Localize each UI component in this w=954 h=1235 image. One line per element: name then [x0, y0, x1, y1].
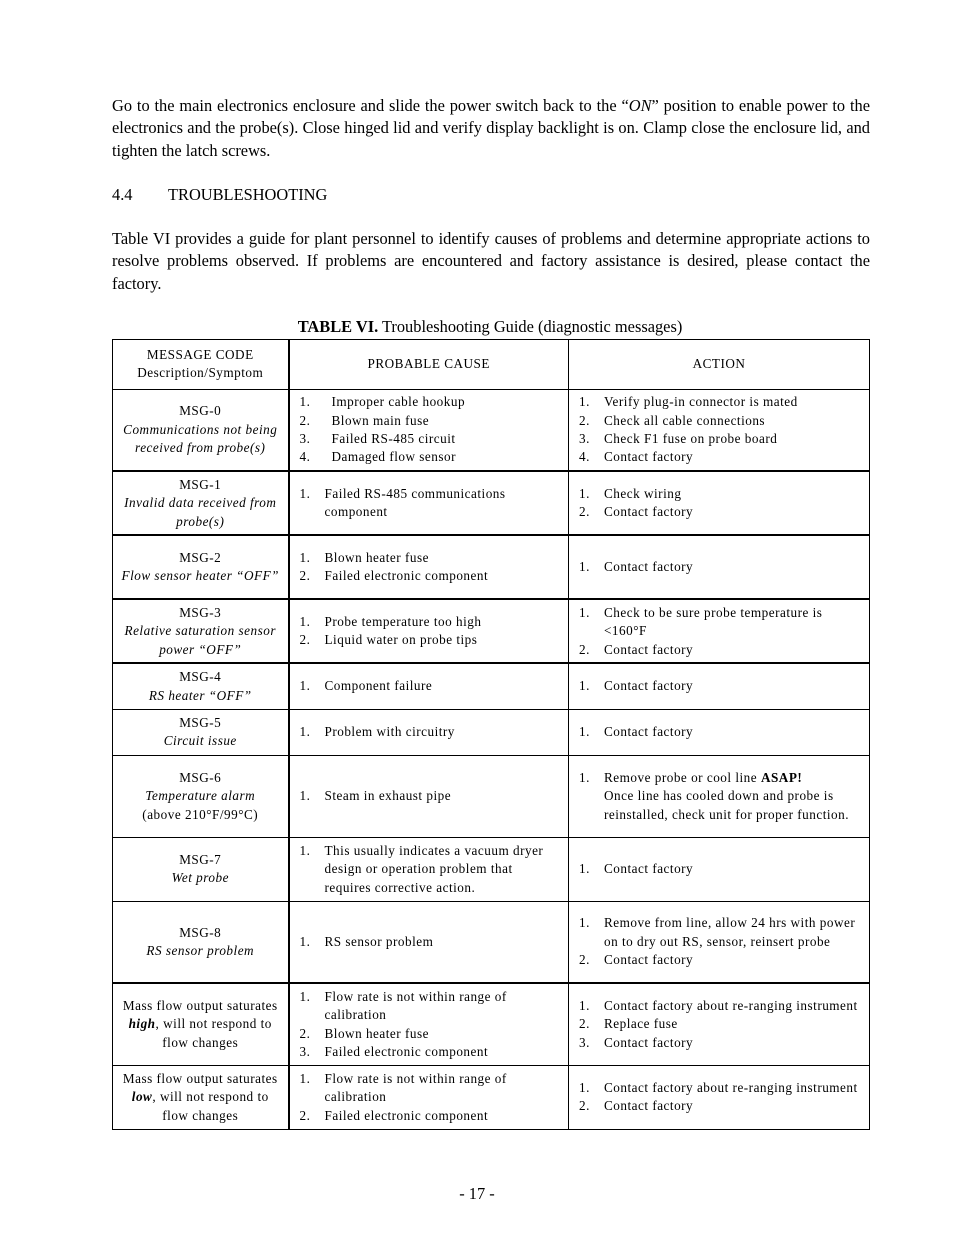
probable-cause-cell: 1. Problem with circuitry: [289, 709, 569, 755]
page-number: - 17 -: [459, 1184, 495, 1203]
probable-cause-cell: 1. Probe temperature too high 2. Liquid water on probe tips: [289, 599, 569, 663]
probable-cause-cell: 1. Improper cable hookup 2. Blown main fuse 3. Failed RS-485 circuit 4. Damaged flow sensor: [289, 389, 569, 471]
table-caption-label: TABLE VI.: [297, 317, 379, 336]
section-number: 4.4: [112, 185, 133, 204]
message-code-cell: MSG-7 Wet probe: [113, 837, 289, 901]
table-header-row: [113, 340, 870, 390]
message-code-cell: MSG-0 Communications not being received from probe(s): [113, 389, 289, 471]
action-cell: 1. Contact factory: [569, 709, 870, 755]
message-code-cell: MSG-4 RS heater “OFF”: [113, 663, 289, 709]
table-row: [113, 755, 870, 837]
section-heading: [112, 184, 327, 206]
table-row: [113, 471, 870, 535]
probable-cause-cell: 1. Component failure: [289, 663, 569, 709]
table-row: [113, 663, 870, 709]
action-cell: 1. Contact factory about re-ranging instrument 2. Contact factory: [569, 1065, 870, 1129]
header-cause: PROBABLE CAUSE: [289, 340, 569, 390]
probable-cause-cell: 1. Flow rate is not within range of calibration 2. Blown heater fuse 3. Failed electronic component: [289, 983, 569, 1065]
message-code-cell: MSG-5 Circuit issue: [113, 709, 289, 755]
action-cell: 1. Contact factory: [569, 837, 870, 901]
action-cell: 1. Check wiring 2. Contact factory: [569, 471, 870, 535]
header-action: ACTION: [569, 340, 870, 390]
table-intro-paragraph: Table VI provides a guide for plant personnel to identify causes of problems and determine appropriate actions to resolve problems observed. If problems are encountered and factory assistance is desired, please contact the factory.: [112, 229, 870, 293]
message-code-cell: Mass flow output saturates high, will not respond to flow changes: [113, 983, 289, 1065]
message-code-cell: MSG-6 Temperature alarm (above 210°F/99°C): [113, 755, 289, 837]
message-code-cell: MSG-8 RS sensor problem: [113, 901, 289, 983]
probable-cause-cell: 1. RS sensor problem: [289, 901, 569, 983]
action-cell: 1. Contact factory: [569, 663, 870, 709]
message-code-cell: MSG-1 Invalid data received from probe(s): [113, 471, 289, 535]
message-code-cell: MSG-2 Flow sensor heater “OFF”: [113, 535, 289, 599]
table-row: [113, 389, 870, 471]
action-cell: 1. Check to be sure probe temperature is <160°F 2. Contact factory: [569, 599, 870, 663]
table-row: [113, 535, 870, 599]
table-row: [113, 709, 870, 755]
probable-cause-cell: 1. This usually indicates a vacuum dryer design or operation problem that requires corrective action.: [289, 837, 569, 901]
table-caption-text: Troubleshooting Guide (diagnostic messages): [378, 317, 683, 336]
action-cell: 1. Contact factory: [569, 535, 870, 599]
action-cell: 1. Contact factory about re-ranging instrument 2. Replace fuse 3. Contact factory: [569, 983, 870, 1065]
probable-cause-cell: 1. Failed RS-485 communications component: [289, 471, 569, 535]
header-code: MESSAGE CODE Description/Symptom: [113, 340, 289, 390]
asap-emphasis: ASAP!: [760, 769, 803, 785]
table-row: [113, 837, 870, 901]
action-cell: 1. Verify plug-in connector is mated 2. Check all cable connections 3. Check F1 fuse on probe board 4. Contact factory: [569, 389, 870, 471]
probable-cause-cell: 1. Steam in exhaust pipe: [289, 755, 569, 837]
intro-paragraph: Go to the main electronics enclosure and slide the power switch back to the “ON” position to enable power to the electronics and the probe(s). Close hinged lid and verify display backlight is on. Clamp close the enclosure lid, and tighten the latch screws.: [112, 96, 870, 160]
probable-cause-cell: 1. Flow rate is not within range of calibration 2. Failed electronic component: [289, 1065, 569, 1129]
on-word: ON: [628, 96, 652, 115]
table-row: [113, 599, 870, 663]
table-row: [113, 901, 870, 983]
table-row: [113, 983, 870, 1065]
table-caption: [112, 316, 868, 338]
table-row: [113, 1065, 870, 1129]
troubleshooting-table: [112, 339, 870, 1130]
action-cell: 1. Remove probe or cool line ASAP! Once line has cooled down and probe is reinstalled, check unit for proper function.: [569, 755, 870, 837]
message-code-cell: MSG-3 Relative saturation sensor power “OFF”: [113, 599, 289, 663]
message-code-cell: Mass flow output saturates low, will not respond to flow changes: [113, 1065, 289, 1129]
section-title: TROUBLESHOOTING: [168, 185, 328, 204]
action-cell: 1. Remove from line, allow 24 hrs with power on to dry out RS, sensor, reinsert probe 2. Contact factory: [569, 901, 870, 983]
probable-cause-cell: 1. Blown heater fuse 2. Failed electronic component: [289, 535, 569, 599]
